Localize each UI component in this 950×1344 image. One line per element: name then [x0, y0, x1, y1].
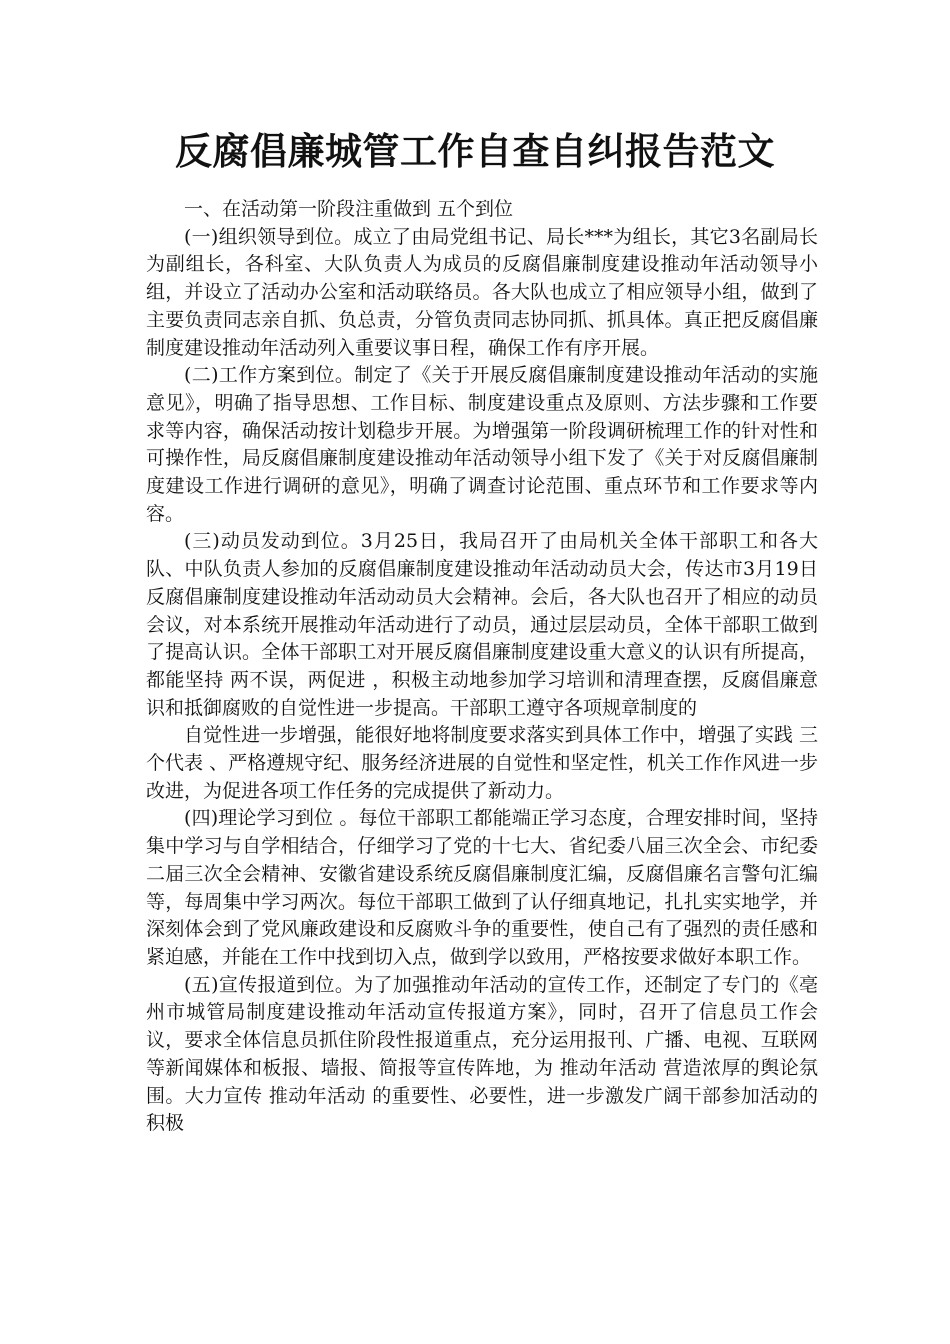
paragraph-theory-study: (四)理论学习到位 。每位干部职工都能端正学习态度，合理安排时间，坚持集中学习与自学相结合，仔细学习了党的十七大、省纪委八届三次全会、市纪委二届三次全会精神、安徽省建设系统反腐倡廉制度汇编，反腐倡廉名言警句汇编等，每周集中学习两次。每位干部职工做到了认仔细真地记，扎扎实实地学，并深刻体会到了党风廉政建设和反腐败斗争的重要性，使自己有了强烈的责任感和紧迫感，并能在工作中找到切入点，做到学以致用，严格按要求做好本职工作。 — [146, 807, 818, 968]
paragraph-mobilization-continued: 自觉性进一步增强，能很好地将制度要求落实到具体工作中，增强了实践 三个代表 、严格遵规守纪、服务经济进展的自觉性和坚定性，机关工作作风进一步改进，为促进各项工作任务的完成提供了新动力。 — [146, 724, 818, 802]
document-title: 反腐倡廉城管工作自查自纠报告范文 — [175, 130, 775, 173]
section-heading: 一、在活动第一阶段注重做到 五个到位 — [184, 198, 514, 220]
paragraph-organization: (一)组织领导到位。成立了由局党组书记、局长***为组长，其它3名副局长为副组长，各科室、大队负责人为成员的反腐倡廉制度建设推动年活动领导小组，并设立了活动办公室和活动联络员。各大队也成立了相应领导小组，做到了主要负责同志亲自抓、负总责，分管负责同志协同抓、抓具体。真正把反腐倡廉制度建设推动年活动列入重要议事日程，确保工作有序开展。 — [146, 225, 818, 359]
document-body — [146, 196, 818, 1138]
paragraph-publicity: (五)宣传报道到位。为了加强推动年活动的宣传工作，还制定了专门的《亳州市城管局制度建设推动年活动宣传报道方案》，同时，召开了信息员工作会议，要求全体信息员抓住阶段性报道重点，充分运用报刊、广播、电视、互联网等新闻媒体和板报、墙报、简报等宣传阵地，为 推动年活动 营造浓厚的舆论氛围。大力宣传 推动年活动 的重要性、必要性，进一步激发广阔干部参加活动的积极 — [146, 973, 818, 1135]
paragraph-mobilization: (三)动员发动到位。3月25日，我局召开了由局机关全体干部职工和各大队、中队负责人参加的反腐倡廉制度建设推动年活动动员大会，传达市3月19日反腐倡廉制度建设推动年活动动员大会精神。会后，各大队也召开了相应的动员会议，对本系统开展推动年活动进行了动员，通过层层动员，全体干部职工做到了提高认识。全体干部职工对开展反腐倡廉制度建设重大意义的认识有所提高，都能坚持 两不误，两促进 ，积极主动地参加学习培训和清理查摆，反腐倡廉意识和抵御腐败的自觉性进一步提高。干部职工遵守各项规章制度的 — [146, 530, 818, 719]
paragraph-work-plan: (二)工作方案到位。制定了《关于开展反腐倡廉制度建设推动年活动的实施意见》，明确了指导思想、工作目标、制度建设重点及原则、方法步骤和工作要求等内容，确保活动按计划稳步开展。为增强第一阶段调研梳理工作的针对性和可操作性，局反腐倡廉制度建设推动年活动领导小组下发了《关于对反腐倡廉制度建设工作进行调研的意见》，明确了调查讨论范围、重点环节和工作要求等内容。 — [146, 364, 818, 525]
